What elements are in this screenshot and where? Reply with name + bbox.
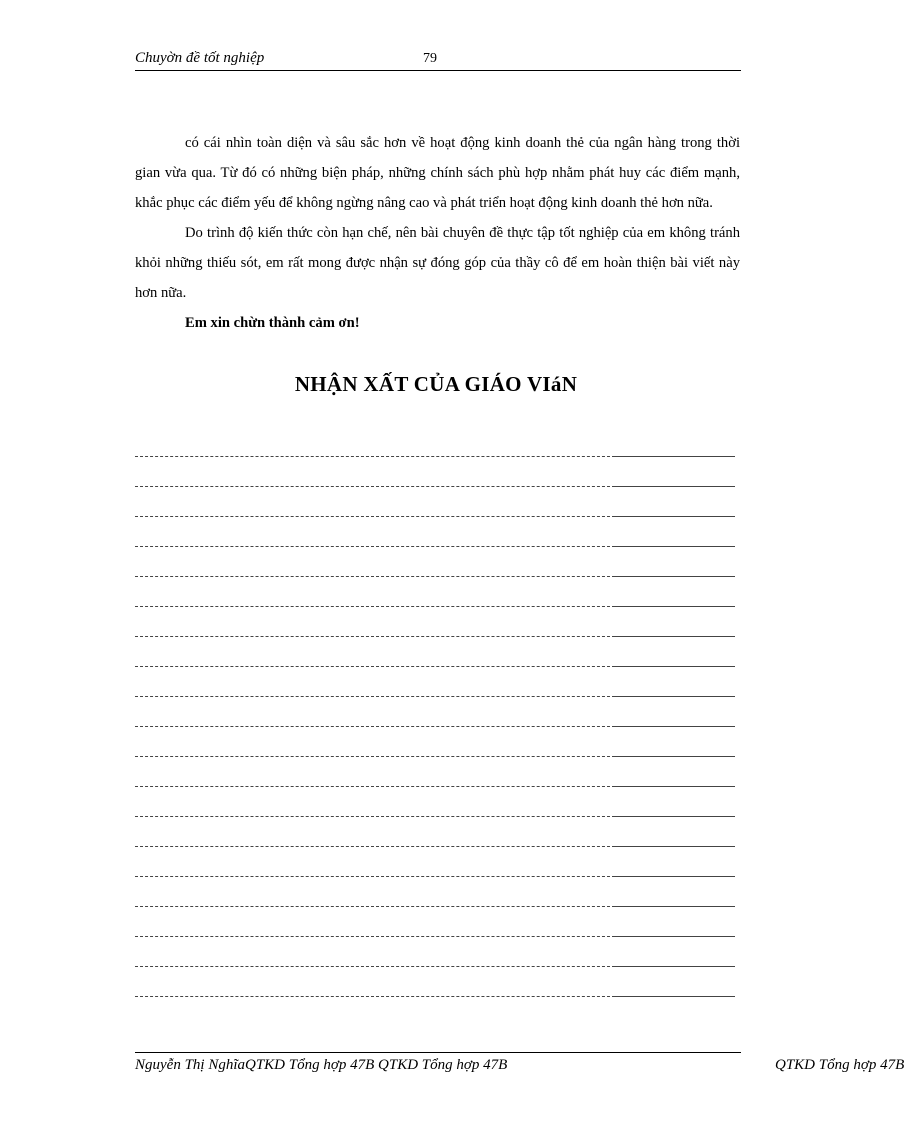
solid-segment [615, 996, 735, 997]
comment-line [135, 966, 735, 996]
paragraph-1: có cái nhìn toàn diện và sâu sắc hơn về hoạt động kinh doanh thẻ của ngân hàng trong thời gian vừa qua. Từ đó có những biện pháp, những chính sách phù hợp nhằm phát huy các điểm mạnh, khắc phục các điểm yếu để không ngừng nâng cao và phát triển hoạt động kinh doanh thẻ hơn nữa. [135, 135, 740, 211]
dashed-segment [135, 576, 615, 577]
dashed-segment [135, 726, 615, 727]
section-title: NHẬN XẤT CỦA GIÁO VIáN [294, 372, 578, 396]
page-number: 79 [423, 51, 437, 66]
comment-line [135, 636, 735, 666]
solid-segment [615, 486, 735, 487]
dashed-segment [135, 666, 615, 667]
solid-segment [615, 636, 735, 637]
body-text [135, 128, 740, 338]
comment-line [135, 996, 735, 1026]
comment-line [135, 816, 735, 846]
dashed-segment [135, 906, 615, 907]
dashed-segment [135, 966, 615, 967]
comment-line [135, 786, 735, 816]
solid-segment [615, 756, 735, 757]
comment-line [135, 876, 735, 906]
footer-overflow-text: QTKD Tổng hợp 47B [775, 1057, 904, 1073]
solid-segment [615, 516, 735, 517]
comment-line [135, 546, 735, 576]
solid-segment [615, 696, 735, 697]
comment-line [135, 906, 735, 936]
dashed-segment [135, 636, 615, 637]
solid-segment [615, 666, 735, 667]
comment-line [135, 756, 735, 786]
thanks-line: Em xin chừn thành cảm ơn! [185, 315, 360, 331]
comment-line [135, 606, 735, 636]
solid-segment [615, 576, 735, 577]
dashed-segment [135, 456, 615, 457]
dashed-segment [135, 756, 615, 757]
comment-line [135, 726, 735, 756]
paragraph-2: Do trình độ kiến thức còn hạn chế, nên bài chuyên đề thực tập tốt nghiệp của em không tránh khỏi những thiếu sót, em rất mong được nhận sự đóng góp của thầy cô để em hoàn thiện bài viết này hơn nữa. [135, 225, 740, 301]
dashed-segment [135, 516, 615, 517]
dashed-segment [135, 936, 615, 937]
dashed-segment [135, 816, 615, 817]
dashed-segment [135, 546, 615, 547]
comment-line [135, 456, 735, 486]
solid-segment [615, 936, 735, 937]
dashed-segment [135, 486, 615, 487]
dashed-segment [135, 696, 615, 697]
footer-text: Nguyễn Thị NghĩaQTKD Tổng hợp 47B QTKD Tổng hợp 47B [135, 1057, 508, 1073]
solid-segment [615, 726, 735, 727]
solid-segment [615, 606, 735, 607]
solid-segment [615, 546, 735, 547]
page-footer [135, 1052, 904, 1083]
comment-line [135, 516, 735, 546]
comment-line [135, 576, 735, 606]
solid-segment [615, 966, 735, 967]
dashed-segment [135, 996, 615, 997]
comment-line [135, 666, 735, 696]
header-title: Chuyờn đề tốt nghiệp [135, 50, 265, 66]
solid-segment [615, 906, 735, 907]
comment-line [135, 486, 735, 516]
solid-segment [615, 846, 735, 847]
comment-line [135, 696, 735, 726]
dashed-segment [135, 846, 615, 847]
solid-segment [615, 876, 735, 877]
comment-lines [135, 456, 735, 1026]
comment-line [135, 936, 735, 966]
dashed-segment [135, 876, 615, 877]
dashed-segment [135, 606, 615, 607]
solid-segment [615, 456, 735, 457]
solid-segment [615, 816, 735, 817]
solid-segment [615, 786, 735, 787]
dashed-segment [135, 786, 615, 787]
page-header [135, 48, 741, 71]
comment-line [135, 846, 735, 876]
